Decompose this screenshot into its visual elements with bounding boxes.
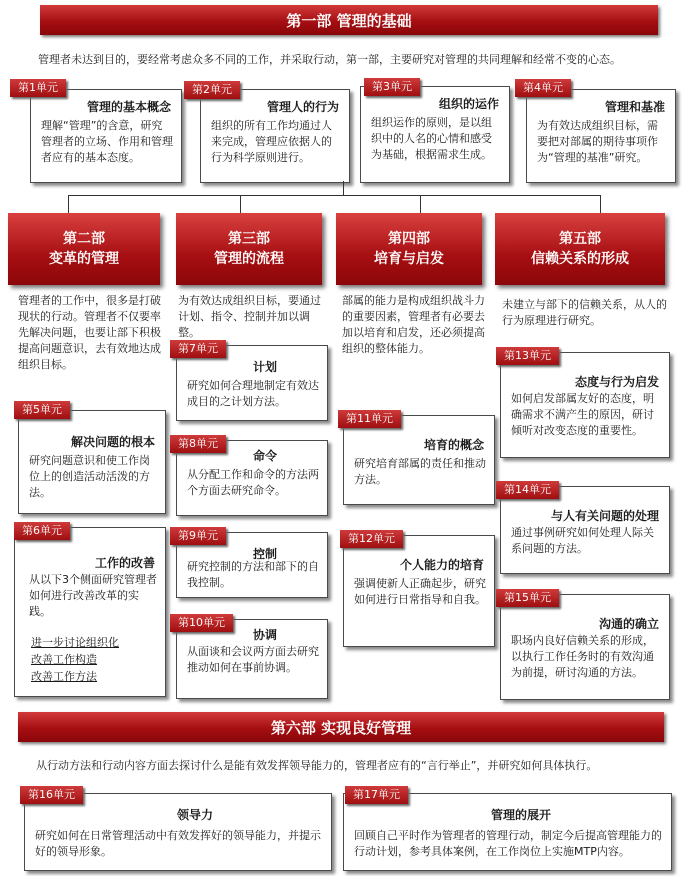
part2-desc: 管理者的工作中，很多是打破现状的行动。管理者不仅要率先解决问题，也要让部下积极提高问题意识，去有效地达成组织目标。	[18, 294, 161, 371]
unit-9-text: 研究控制的方法和部下的自我控制。	[187, 560, 319, 589]
part6-banner: 第六部 实现良好管理	[18, 712, 664, 742]
unit-14-text: 通过事例研究如何处理人际关系问题的方法。	[511, 526, 654, 555]
unit-10-text: 从面谈和会议两方面去研究推动如何在事前协调。	[187, 645, 319, 674]
part2-block	[8, 213, 160, 285]
part4-title: 培育与启发	[374, 251, 444, 267]
unit-6-item: 进一步讨论组织化	[31, 636, 119, 649]
connector-drop-3	[420, 195, 421, 213]
unit-13-title: 态度与行为启发	[574, 375, 659, 389]
unit-2-tag: 第2单元	[184, 81, 240, 99]
part2-title: 变革的管理	[49, 251, 119, 267]
part5-desc: 未建立与部下的信赖关系，从人的行为原理进行研究。	[502, 298, 667, 327]
unit-1-title: 管理的基本概念	[86, 100, 171, 114]
unit-16-title: 领导力	[176, 808, 213, 822]
part4-block	[336, 213, 482, 285]
unit-1-text: 理解“管理”的含意，研究管理者的立场、作用和管理者应有的基本态度。	[41, 119, 173, 164]
part3-title: 管理的流程	[214, 251, 284, 267]
unit-6-item: 改善工作构造	[31, 653, 97, 666]
unit-16-text: 研究如何在日常管理活动中有效发挥好的领导能力，并提示好的领导形象。	[35, 829, 321, 858]
unit-14-box	[500, 486, 670, 574]
unit-9-title: 控制	[252, 547, 277, 561]
unit-10-tag: 第10单元	[170, 614, 233, 632]
connector-drop-4	[600, 195, 601, 213]
unit-7-tag: 第7单元	[170, 340, 226, 358]
unit-15-box	[500, 594, 670, 700]
part3-number: 第三部	[228, 231, 270, 247]
part5-block	[495, 213, 665, 285]
unit-15-text: 职场内良好信赖关系的形成，以执行工作任务时的有效沟通为前提，研讨沟通的方法。	[511, 634, 654, 679]
unit-8-title: 命令	[252, 449, 277, 463]
part5-number: 第五部	[559, 231, 601, 247]
unit-17-title: 管理的展开	[490, 808, 551, 822]
part6-intro: 从行动方法和行动内容方面去探讨什么是能有效发挥领导能力的，管理者应有的“言行举止”，并研究如何具体执行。	[36, 759, 598, 772]
unit-17-tag: 第17单元	[345, 786, 408, 804]
part1-intro: 管理者未达到目的，要经常考虑众多不同的工作，并采取行动，第一部，主要研究对管理的共同理解和经常不变的心态。	[38, 53, 621, 66]
unit-6-tag: 第6单元	[14, 522, 70, 540]
unit-6-text: 从以下3个侧面研究管理者如何进行改善改革的实践。	[29, 573, 157, 618]
unit-13-text: 如何启发部属友好的态度，明确需求不满产生的原因，研讨倾听对改变态度的重要性。	[511, 392, 654, 437]
unit-7-title: 计划	[252, 360, 277, 374]
unit-6-box	[14, 527, 166, 697]
unit-4-title: 管理和基准	[604, 100, 665, 114]
unit-6-item: 改善工作方法	[31, 670, 97, 683]
unit-11-title: 培育的概念	[423, 438, 484, 452]
unit-1-box	[30, 89, 182, 183]
connector-vertical	[343, 181, 344, 195]
part2-number: 第二部	[63, 231, 105, 247]
unit-5-tag: 第5单元	[14, 401, 70, 419]
unit-2-text: 组织的所有工作均通过人来完成，管理应依据人的行为科学原则进行。	[211, 119, 332, 164]
unit-8-tag: 第8单元	[170, 435, 226, 453]
unit-17-box	[343, 793, 672, 871]
unit-15-title: 沟通的确立	[598, 617, 659, 631]
unit-3-tag: 第3单元	[364, 78, 420, 96]
unit-9-tag: 第9单元	[170, 527, 226, 545]
unit-8-text: 从分配工作和命令的方法两个方面去研究命令。	[187, 468, 319, 497]
part3-desc: 为有效达成组织目标，要通过计划、指令、控制并加以调整。	[178, 294, 321, 339]
unit-11-tag: 第11单元	[338, 410, 401, 428]
unit-4-tag: 第4单元	[515, 79, 571, 97]
unit-12-box	[343, 535, 495, 647]
unit-3-text: 组织运作的原则，是以组织中的人名的心情和感受为基础，根据需求生成。	[371, 116, 492, 161]
unit-2-title: 管理人的行为	[266, 100, 339, 114]
unit-11-text: 研究培育部属的责任和推动方法。	[354, 457, 486, 486]
unit-6-list	[31, 634, 119, 685]
unit-12-text: 强调使新人正确起步，研究如何进行日常指导和自我。	[354, 577, 486, 606]
unit-11-box	[343, 415, 495, 505]
unit-5-box	[18, 410, 166, 514]
unit-6-title: 工作的改善	[94, 556, 155, 570]
unit-5-text: 研究问题意识和使工作岗位上的创造活动活泼的方法。	[29, 454, 150, 499]
unit-10-title: 协调	[252, 628, 277, 642]
unit-16-box	[24, 793, 332, 871]
unit-1-tag: 第1单元	[10, 79, 66, 97]
unit-16-tag: 第16单元	[20, 786, 83, 804]
unit-13-box	[500, 352, 670, 458]
connector-drop-1	[68, 195, 69, 213]
unit-2-box	[200, 89, 350, 183]
connector-drop-2	[240, 195, 241, 213]
unit-4-text: 为有效达成组织目标，需要把对部属的期待事项作为“管理的基准”研究。	[537, 119, 658, 164]
unit-15-tag: 第15单元	[496, 589, 559, 607]
unit-12-title: 个人能力的培育	[399, 558, 484, 572]
unit-14-title: 与人有关问题的处理	[550, 509, 659, 523]
part4-number: 第四部	[388, 231, 430, 247]
unit-13-tag: 第13单元	[496, 347, 559, 365]
unit-4-box	[526, 89, 676, 183]
unit-3-box	[360, 86, 510, 183]
unit-7-text: 研究如何合理地制定有效达成目的之计划方法。	[187, 379, 319, 408]
part1-banner: 第一部 管理的基础	[40, 5, 658, 35]
unit-17-text: 回顾自己平时作为管理者的管理行动，制定今后提高管理能力的行动计划，参考具体案例，在工作岗位上实施MTP内容。	[354, 829, 662, 858]
unit-12-tag: 第12单元	[340, 530, 403, 548]
part3-block	[176, 213, 322, 285]
part5-title: 信赖关系的形成	[531, 251, 629, 267]
unit-14-tag: 第14单元	[496, 481, 559, 499]
connector-horizontal	[68, 195, 600, 196]
unit-3-title: 组织的运作	[438, 97, 499, 111]
part4-desc: 部属的能力是构成组织战斗力的重要因素，管理者有必要去加以培育和启发，还必须提高组织的整体能力。	[342, 294, 485, 355]
unit-5-title: 解决问题的根本	[70, 435, 155, 449]
